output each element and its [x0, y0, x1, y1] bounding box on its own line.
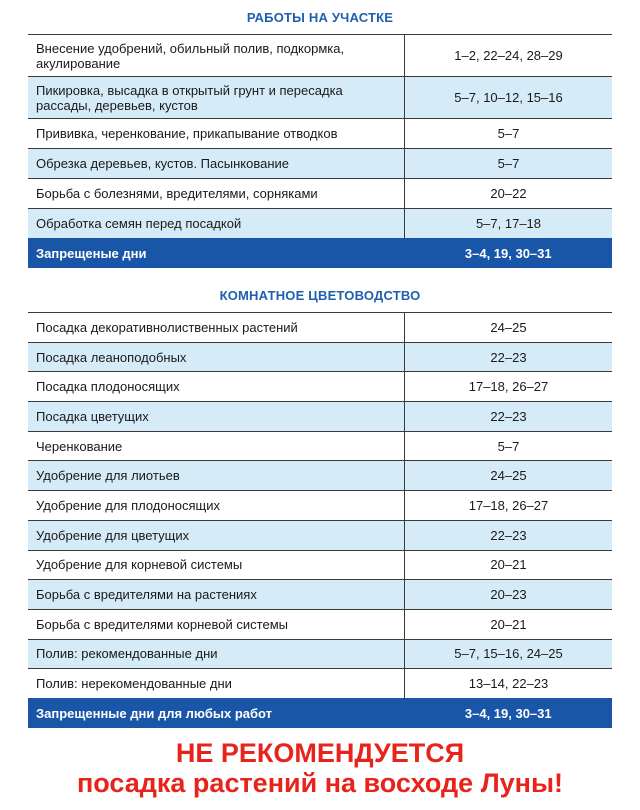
- days-cell: 20–23: [405, 580, 613, 610]
- table-row: [28, 402, 612, 432]
- days-cell: 22–23: [405, 342, 613, 372]
- banned-days: 3–4, 19, 30–31: [405, 239, 613, 269]
- table-row: [28, 313, 612, 343]
- days-cell: 5–7: [405, 431, 613, 461]
- work-cell: Посадка плодоносящих: [28, 372, 405, 402]
- table-row: [28, 119, 612, 149]
- garden-works-table: [28, 34, 612, 268]
- work-cell: Внесение удобрений, обильный полив, подкормка, акулирование: [28, 35, 405, 77]
- table-row: [28, 491, 612, 521]
- table-row: [28, 550, 612, 580]
- work-cell: Борьба с вредителями на растениях: [28, 580, 405, 610]
- table-row: [28, 342, 612, 372]
- days-cell: 5–7, 10–12, 15–16: [405, 77, 613, 119]
- days-cell: 5–7: [405, 149, 613, 179]
- indoor-floriculture-table: [28, 312, 612, 728]
- warning-line-1: НЕ РЕКОМЕНДУЕТСЯ: [175, 738, 465, 768]
- table-row: [28, 431, 612, 461]
- banned-days: 3–4, 19, 30–31: [405, 698, 613, 727]
- work-cell: Черенкование: [28, 431, 405, 461]
- work-cell: Удобрение для цветущих: [28, 520, 405, 550]
- table-row: [28, 35, 612, 77]
- table-row: [28, 639, 612, 669]
- days-cell: 24–25: [405, 313, 613, 343]
- table-row: [28, 580, 612, 610]
- work-cell: Удобрение для корневой системы: [28, 550, 405, 580]
- days-cell: 1–2, 22–24, 28–29: [405, 35, 613, 77]
- work-cell: Посадка декоративнолиственных растений: [28, 313, 405, 343]
- table-row: [28, 179, 612, 209]
- days-cell: 20–21: [405, 609, 613, 639]
- days-cell: 17–18, 26–27: [405, 491, 613, 521]
- days-cell: 5–7, 17–18: [405, 209, 613, 239]
- days-cell: 20–22: [405, 179, 613, 209]
- days-cell: 22–23: [405, 402, 613, 432]
- banned-label: Запрещенные дни для любых работ: [28, 698, 405, 727]
- work-cell: Борьба с вредителями корневой системы: [28, 609, 405, 639]
- table-row: [28, 77, 612, 119]
- table-row: [28, 461, 612, 491]
- days-cell: 24–25: [405, 461, 613, 491]
- table-row: [28, 520, 612, 550]
- work-cell: Посадка леаноподобных: [28, 342, 405, 372]
- work-cell: Прививка, черенкование, прикапывание отводков: [28, 119, 405, 149]
- work-cell: Удобрение для лиотьев: [28, 461, 405, 491]
- table-row: [28, 669, 612, 699]
- table-row: [28, 209, 612, 239]
- work-cell: Пикировка, высадка в открытый грунт и пересадка рассады, деревьев, кустов: [28, 77, 405, 119]
- days-cell: 13–14, 22–23: [405, 669, 613, 699]
- table-row: [28, 372, 612, 402]
- section-title-garden: РАБОТЫ НА УЧАСТКЕ: [246, 10, 394, 25]
- work-cell: Полив: рекомендованные дни: [28, 639, 405, 669]
- banned-days-row: [28, 239, 612, 269]
- work-cell: Удобрение для плодоносящих: [28, 491, 405, 521]
- days-cell: 5–7: [405, 119, 613, 149]
- days-cell: 20–21: [405, 550, 613, 580]
- work-cell: Посадка цветущих: [28, 402, 405, 432]
- days-cell: 17–18, 26–27: [405, 372, 613, 402]
- days-cell: 5–7, 15–16, 24–25: [405, 639, 613, 669]
- warning-banner: [0, 738, 640, 798]
- table-row: [28, 149, 612, 179]
- banned-label: Запрещеные дни: [28, 239, 405, 269]
- work-cell: Полив: нерекомендованные дни: [28, 669, 405, 699]
- banned-days-row: [28, 698, 612, 727]
- work-cell: Борьба с болезнями, вредителями, сорняками: [28, 179, 405, 209]
- work-cell: Обработка семян перед посадкой: [28, 209, 405, 239]
- table-row: [28, 609, 612, 639]
- days-cell: 22–23: [405, 520, 613, 550]
- work-cell: Обрезка деревьев, кустов. Пасынкование: [28, 149, 405, 179]
- section-title-indoor: КОМНАТНОЕ ЦВЕТОВОДСТВО: [219, 288, 421, 303]
- warning-line-2: посадка растений на восходе Луны!: [76, 768, 564, 798]
